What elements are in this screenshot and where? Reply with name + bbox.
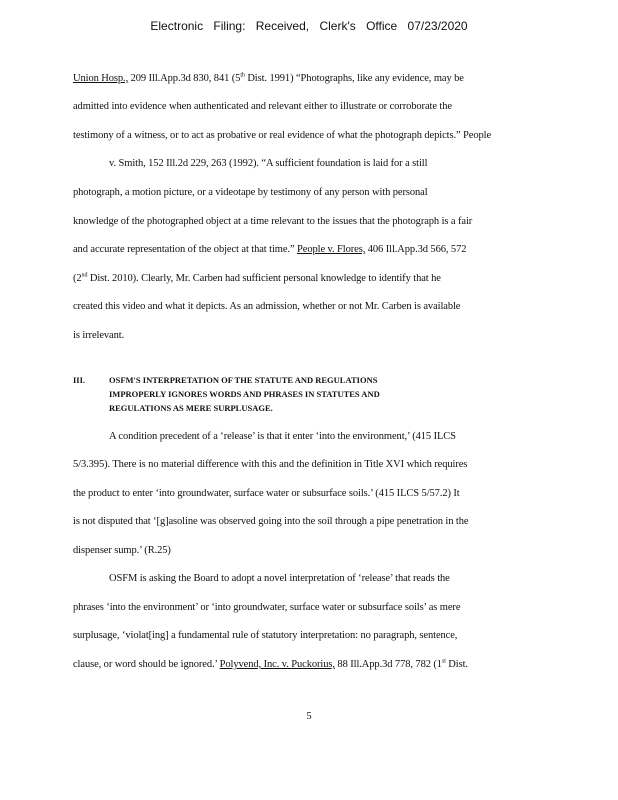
filing-stamp-header: Electronic Filing: Received, Clerk's Office 07/23/2020 xyxy=(150,19,468,33)
para2-line3: the product to enter ‘into groundwater, surface water or subsurface soils.’ (415 ILCS 5/57.2) It xyxy=(73,488,460,499)
para1-line6: knowledge of the photographed object at a time relevant to the issues that the photograph is a fair xyxy=(73,216,473,227)
para1-line10: is irrelevant. xyxy=(73,330,125,341)
para1-line5: photograph, a motion picture, or a videotape by testimony of any person with personal xyxy=(73,187,428,198)
para1-line1: Union Hosp., 209 Ill.App.3d 830, 841 (5th Dist. 1991) “Photographs, like any evidence, may be xyxy=(73,72,464,84)
para1-line9: created this video and what it depicts. As an admission, whether or not Mr. Carben is available xyxy=(73,301,461,312)
section-heading-line3: REGULATIONS AS MERE SURPLUSAGE. xyxy=(109,403,273,413)
para1-line4: v. Smith, 152 Ill.2d 229, 263 (1992). “A sufficient foundation is laid for a still xyxy=(109,158,428,169)
para3-line3: surplusage, ‘violat[ing] a fundamental rule of statutory interpretation: no paragraph, sentence, xyxy=(73,630,458,641)
para1-line3: testimony of a witness, or to act as probative or real evidence of what the photograph depicts.” People xyxy=(73,130,492,141)
page-number: 5 xyxy=(306,711,312,722)
para3-line1: OSFM is asking the Board to adopt a novel interpretation of ‘release’ that reads the xyxy=(109,573,450,584)
para2-line4: is not disputed that ‘[g]asoline was observed going into the soil through a pipe penetration in the xyxy=(73,516,469,527)
para1-line7: and accurate representation of the object at that time.” People v. Flores, 406 Ill.App.3d 566, 572 xyxy=(73,244,467,255)
para3-line4: clause, or word should be ignored.’ Polyvend, Inc. v. Puckorius, 88 Ill.App.3d 778, 782 (1st Dist. xyxy=(73,658,468,670)
para2-line5: dispenser sump.’ (R.25) xyxy=(73,545,171,556)
section-heading-line2: IMPROPERLY IGNORES WORDS AND PHRASES IN STATUTES AND xyxy=(109,389,380,399)
para1-line8: (2nd Dist. 2010). Clearly, Mr. Carben had sufficient personal knowledge to identify that he xyxy=(73,272,441,284)
case-cite-polyvend: Polyvend, Inc. v. Puckorius, xyxy=(219,659,335,670)
para1-line2: admitted into evidence when authenticated and relevant either to illustrate or corroborate the xyxy=(73,101,452,112)
section-heading-line1: OSFM'S INTERPRETATION OF THE STATUTE AND REGULATIONS xyxy=(109,375,378,385)
section-number: III. xyxy=(73,375,86,385)
para2-line2: 5/3.395). There is no material difference with this and the definition in Title XVI which requires xyxy=(73,459,468,470)
para2-line1: A condition precedent of a ‘release’ is that it enter ‘into the environment,’ (415 ILCS xyxy=(109,431,456,442)
case-cite-people-v-flores: People v. Flores, xyxy=(297,244,366,255)
case-cite-union-hosp: Union Hosp., xyxy=(73,73,129,84)
para3-line2: phrases ‘into the environment’ or ‘into groundwater, surface water or subsurface soils’ as mere xyxy=(73,602,461,613)
